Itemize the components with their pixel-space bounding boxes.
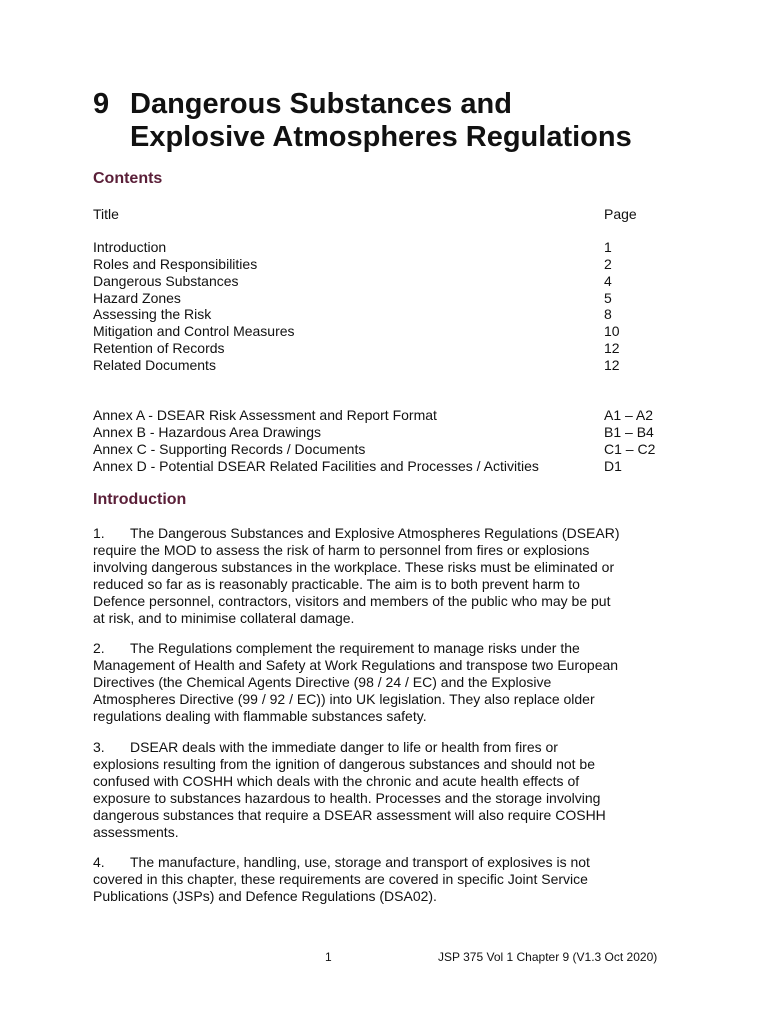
paragraph-number: 4. [93,854,105,870]
toc-annex-page: B1 – B4 [604,424,654,440]
paragraph-line: assessments. [93,824,179,840]
toc-entry [93,290,693,307]
toc-entry-page: 1 [604,239,612,255]
paragraph-line: regulations dealing with flammable substances safety. [93,708,427,724]
paragraph-number: 1. [93,525,105,541]
chapter-title-line: Explosive Atmospheres Regulations [130,121,632,153]
footer-document-reference: JSP 375 Vol 1 Chapter 9 (V1.3 Oct 2020) [438,950,658,964]
toc-entry [93,323,693,340]
paragraph-line: Publications (JSPs) and Defence Regulations (DSA02). [93,888,437,904]
toc-entry-title: Mitigation and Control Measures [93,323,295,339]
toc-annex-page: A1 – A2 [604,407,654,423]
footer-page-number: 1 [325,950,332,964]
toc-header-title: Title [93,206,119,222]
paragraph-line: confused with COSHH which deals with the chronic and acute health effects of [93,773,580,789]
toc-entry-title: Introduction [93,239,167,255]
toc-entry-page: 4 [604,273,612,289]
paragraph-line: require the MOD to assess the risk of harm to personnel from fires or explosions [93,542,590,558]
paragraph [93,525,683,627]
paragraph-line: The manufacture, handling, use, storage and transport of explosives is not [130,854,590,870]
toc-entry-page: 5 [604,290,612,306]
paragraph-line: involving dangerous substances in the workplace. These risks must be eliminated or [93,559,615,575]
paragraph-line: The Dangerous Substances and Explosive Atmospheres Regulations (DSEAR) [130,525,620,541]
toc-entry-title: Related Documents [93,357,216,373]
paragraph [93,640,683,725]
paragraph-line: at risk, and to minimise collateral damage. [93,610,355,626]
toc-header-row [93,206,693,223]
toc-header-page: Page [604,206,637,222]
toc-entry [93,306,693,323]
toc-entry-page: 12 [604,357,620,373]
toc-entry-title: Dangerous Substances [93,273,239,289]
toc-entry-page: 12 [604,340,620,356]
paragraph-line: explosions resulting from the ignition of dangerous substances and should not be [93,756,595,772]
toc-entry-title: Hazard Zones [93,290,181,306]
introduction-heading: Introduction [93,491,187,508]
paragraph-line: DSEAR deals with the immediate danger to life or health from fires or [130,739,558,755]
paragraph-line: Management of Health and Safety at Work Regulations and transpose two European [93,657,619,673]
paragraph-line: exposure to substances hazardous to health. Processes and the storage involving [93,790,601,806]
paragraph [93,739,683,841]
toc-entry-page: 10 [604,323,620,339]
toc-entry-page: 8 [604,306,612,322]
chapter-title-line: Dangerous Substances and [130,88,512,120]
contents-heading: Contents [93,170,163,187]
toc-annex-page: C1 – C2 [604,441,656,457]
toc-annex-entry [93,424,693,441]
paragraph [93,854,683,905]
toc-annex-title: Annex D - Potential DSEAR Related Facilities and Processes / Activities [93,458,539,474]
toc-annex-page: D1 [604,458,622,474]
toc-entry [93,256,693,273]
paragraph-line: covered in this chapter, these requirements are covered in specific Joint Service [93,871,588,887]
chapter-number: 9 [93,88,110,120]
toc-entry [93,340,693,357]
toc-entry [93,273,693,290]
toc-entry [93,239,693,256]
paragraph-number: 2. [93,640,105,656]
paragraph-number: 3. [93,739,105,755]
toc-annex-entry [93,407,693,424]
toc-annex-title: Annex B - Hazardous Area Drawings [93,424,321,440]
paragraph-line: The Regulations complement the requirement to manage risks under the [130,640,580,656]
paragraph-line: reduced so far as is reasonably practicable. The aim is to both prevent harm to [93,576,580,592]
toc-entry-title: Assessing the Risk [93,306,212,322]
paragraph-line: Defence personnel, contractors, visitors and members of the public who may be put [93,593,611,609]
toc-entry-title: Retention of Records [93,340,225,356]
paragraph-line: Atmospheres Directive (99 / 92 / EC)) into UK legislation. They also replace older [93,691,595,707]
toc-annex-entry [93,458,693,475]
toc-entry-title: Roles and Responsibilities [93,256,258,272]
toc-annex-title: Annex C - Supporting Records / Documents [93,441,366,457]
toc-annex-entry [93,441,693,458]
paragraph-line: Directives (the Chemical Agents Directive (98 / 24 / EC) and the Explosive [93,674,552,690]
toc-annex-title: Annex A - DSEAR Risk Assessment and Report Format [93,407,437,423]
toc-entry [93,357,693,374]
toc-entry-page: 2 [604,256,612,272]
paragraph-line: dangerous substances that require a DSEAR assessment will also require COSHH [93,807,606,823]
